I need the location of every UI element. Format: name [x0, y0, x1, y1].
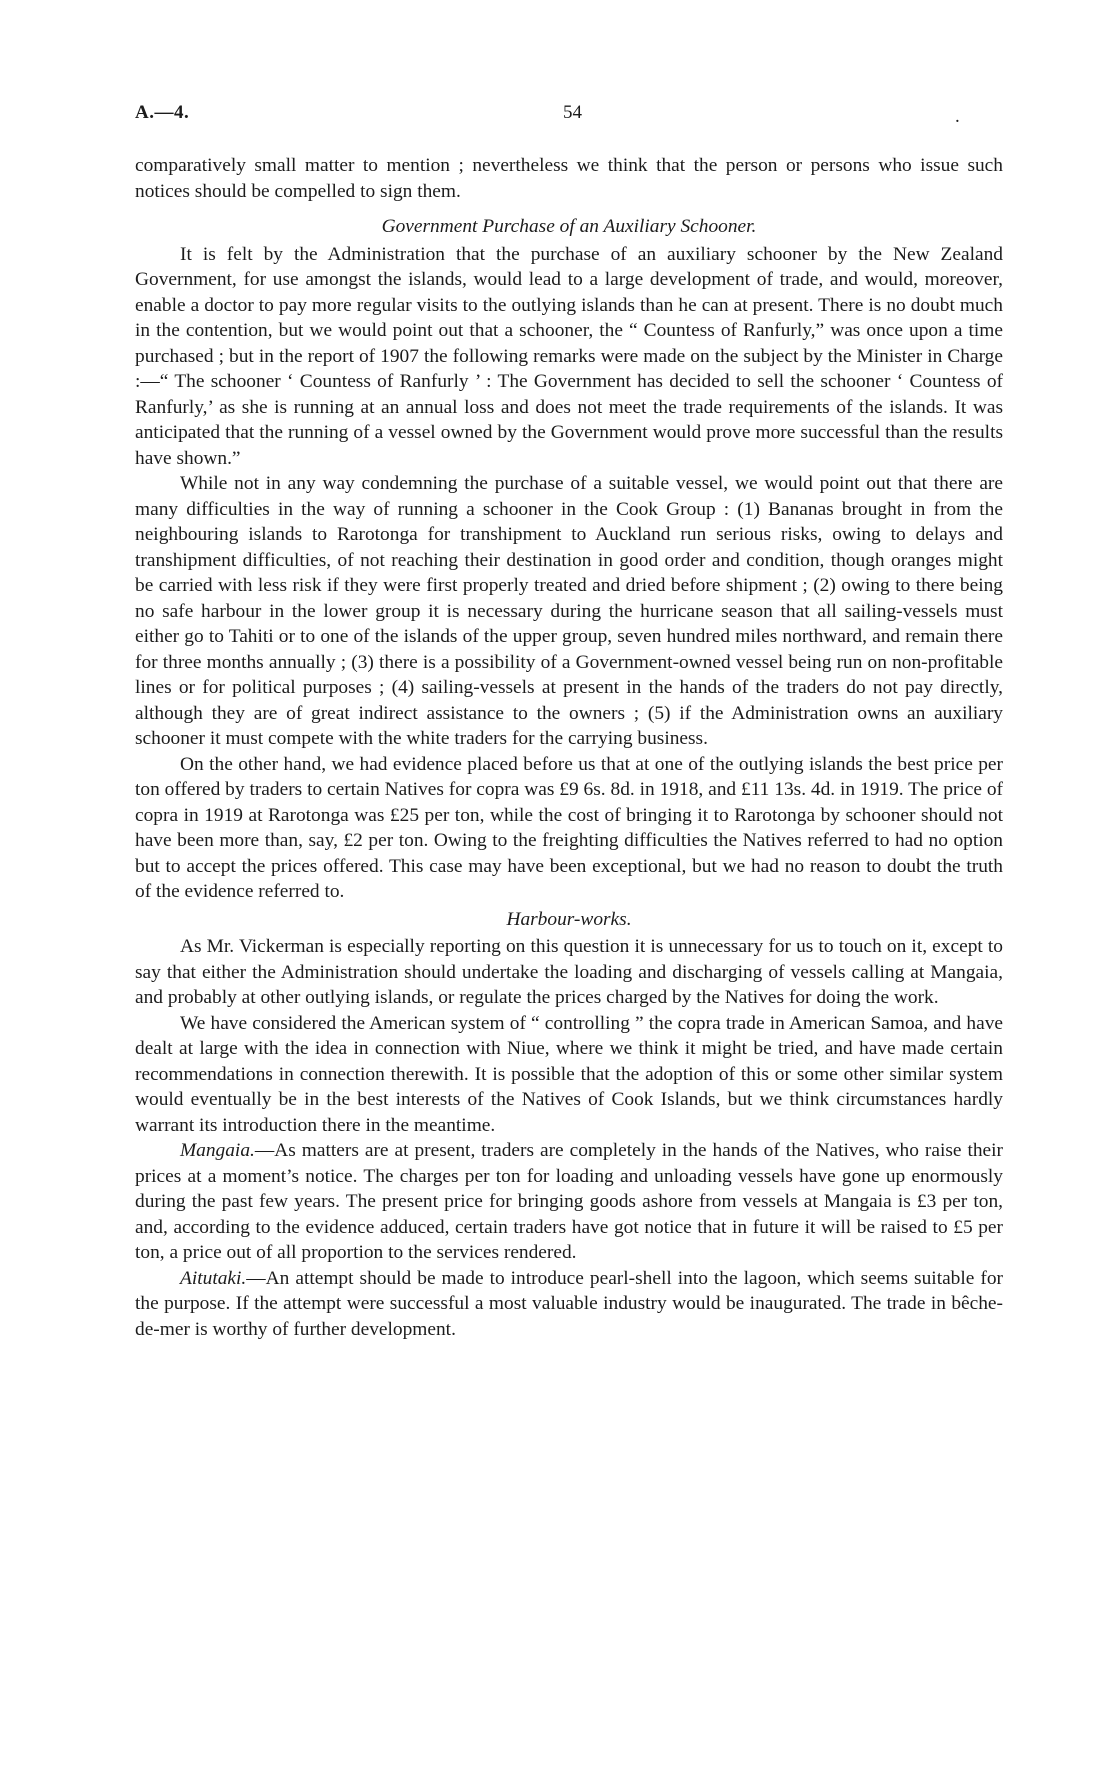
paragraph-mangaia: [135, 1138, 1003, 1266]
paragraph-aitutaki: [135, 1266, 1003, 1343]
page-number: 54: [563, 102, 582, 123]
paragraph-harbour-works: As Mr. Vickerman is especially reporting on this question it is unnecessary for us to touch on it, except to say that either the Administration should undertake the loading and discharging of vessels calling at Mangaia, and probably at other outlying islands, or regulate the prices charged by the Natives for doing the work.: [135, 936, 1003, 1008]
page-header: [135, 102, 1000, 128]
section-heading-schooner: Government Purchase of an Auxiliary Schooner.: [381, 216, 757, 237]
document-reference: A.—4.: [135, 102, 190, 123]
paragraph-mangaia-text: —As matters are at present, traders are completely in the hands of the Natives, who raise their prices at a moment’s notice. The charges per ton for loading and unloading vessels have gone up enormously during the past few years. The present price for bringing goods ashore from vessels at Mangaia is £3 per ton, and, according to the evidence adduced, certain traders have got notice that in future it will be raised to £5 per ton, a price out of all proportion to the services rendered.: [135, 1140, 1003, 1263]
section-heading-harbour: Harbour-works.: [506, 908, 632, 930]
run-in-heading-mangaia: Mangaia.: [180, 1140, 255, 1161]
header-mark: .: [955, 106, 960, 127]
paragraph-schooner-intro: It is felt by the Administration that the purchase of an auxiliary schooner by the New Zealand Government, for use amongst the islands, would lead to a large development of trade, and would, moreover, enable a doctor to pay more regular visits to the outlying islands than he can at present. There is no doubt much in the contention, but we would point out that a schooner, the “ Countess of Ranfurly,” was once upon a time purchased ; but in the report of 1907 the following remarks were made on the subject by the Minister in Charge :—“ The schooner ‘ Countess of Ranfurly ’ : The Government has decided to sell the schooner ‘ Countess of Ranfurly,’ as she is running at an annual loss and does not meet the trade requirements of the islands. It was anticipated that the running of a vessel owned by the Government would prove more successful than the results have shown.”: [135, 243, 1003, 469]
paragraph-american-system: We have considered the American system of “ controlling ” the copra trade in American Samoa, and have dealt at large with the idea in connection with Niue, where we think it might be tried, and have made certain recommendations in connection therewith. It is possible that the adoption of this or some other similar system would eventually be in the best interests of the Natives of Cook Islands, but we think circumstances hardly warrant its introduction there in the meantime.: [135, 1012, 1003, 1136]
paragraph-schooner-difficulties: While not in any way condemning the purchase of a suitable vessel, we would point out that there are many difficulties in the way of running a schooner in the Cook Group : (1) Bananas brought in from the neighbouring islands to Rarotonga for transhipment to Auckland run serious risks, owing to delays and transhipment difficulties, of not reaching their destination in good order and condition, though oranges might be carried with less risk if they were first properly treated and dried before shipment ; (2) owing to there being no safe harbour in the lower group it is necessary during the hurricane season that all sailing-vessels must either go to Tahiti or to one of the islands of the upper group, seven hundred miles northward, and remain there for three months annually ; (3) there is a possibility of a Government-owned vessel being run on non-profitable lines or for political purposes ; (4) sailing-vessels at present in the hands of the traders do not pay directly, although they are of great indirect assistance to the owners ; (5) if the Administration owns an auxiliary schooner it must compete with the white traders for the carrying business.: [135, 473, 1003, 749]
paragraph-continued: comparatively small matter to mention ; nevertheless we think that the person or persons who issue such notices should be compelled to sign them.: [135, 155, 1003, 202]
page-body: [135, 153, 1003, 1342]
paragraph-copra-prices: On the other hand, we had evidence placed before us that at one of the outlying islands the best price per ton offered by traders to certain Natives for copra was £9 6s. 8d. in 1918, and £11 13s. 4d. in 1919. The price of copra in 1919 at Rarotonga was £25 per ton, while the cost of bringing it to Rarotonga by schooner should not have been more than, say, £2 per ton. Owing to the freighting difficulties the Natives referred to had no option but to accept the prices offered. This case may have been exceptional, but we had no reason to doubt the truth of the evidence referred to.: [135, 753, 1003, 902]
paragraph-aitutaki-text: —An attempt should be made to introduce pearl-shell into the lagoon, which seems suitable for the purpose. If the attempt were successful a most valuable industry would be inaugurated. The trade in bêche-de-mer is worthy of further development.: [135, 1267, 1003, 1340]
run-in-heading-aitutaki: Aitutaki.: [180, 1267, 247, 1289]
